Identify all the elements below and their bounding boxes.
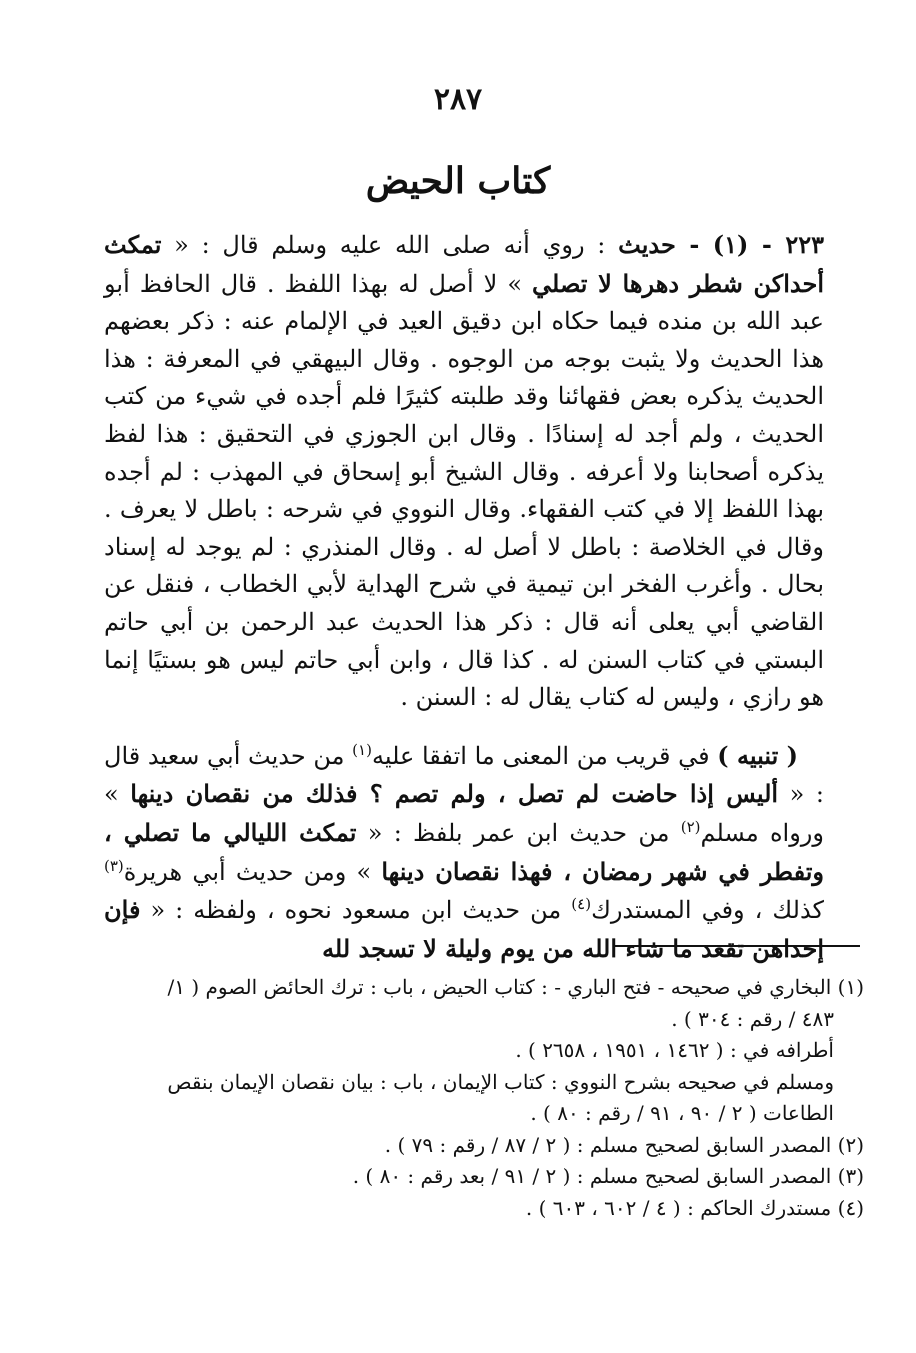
footnote-ref-4[interactable]: (٤) [571, 895, 592, 914]
hadith-quote: تمكث أحداكن شطر دهرها لا تصلي [104, 230, 825, 298]
footnote-1: (١) البخاري في صحيحه - فتح الباري - : كتاب الحيض ، باب : ترك الحائض الصوم ( ١/ [167, 975, 864, 999]
tanbih-text-3: » ورواه مسلم [104, 780, 824, 847]
tanbih-text-1: في قريب من المعنى ما اتفقا عليه [371, 741, 718, 770]
quote-abu-said: أليس إذا حاضت لم تصل ، ولم تصم ؟ فذلك من نقصان دينها [130, 779, 779, 809]
hadith-number: ٢٢٣ - (١) - حديث [618, 230, 824, 259]
footnote-2: (٢) المصدر السابق لصحيح مسلم : ( ٢ / ٨٧ / رقم : ٧٩ ) . [384, 1132, 864, 1157]
footnote-ref-3[interactable]: (٣) [104, 856, 124, 875]
hadith-paragraph [104, 226, 824, 717]
tanbih-text-5: » ومن حديث أبي هريرة [123, 857, 382, 886]
footnote-1-atraf: أطرافه في : ( ١٤٦٢ ، ١٩٥١ ، ٢٦٥٨ ) . [515, 1038, 834, 1062]
quote-ibn-umar: تمكث الليالي ما تصلي ، وتفطر في شهر رمضان ، فهذا نقصان دينها [104, 817, 825, 886]
tanbih-paragraph [104, 737, 824, 969]
footnote-ref-2[interactable]: (٢) [680, 817, 701, 836]
hadith-discussion: » لا أصل له بهذا اللفظ . قال الحافظ أبو عبد الله بن منده فيما حكاه ابن دقيق العيد في الإلمام عنه : ذكر بعضهم هذا الحديث ولا يثبت بوجه من الوجوه . وقال البيهقي في المعرفة : هذا الحديث يذكره بعض فقهائنا وقد طلبته كثيرًا فلم أجده في شيء من كتب الحديث ، ولم أجد له إسنادًا . وقال ابن الجوزي في التحقيق : هذا لفظ يذكره أصحابنا ولا أعرفه . وقال الشيخ أبو إسحاق في المهذب : لم أجده بهذا اللفظ إلا في كتب الفقهاء. وقال النووي في شرحه : باطل لا يعرف . وقال في الخلاصة : باطل لا أصل له . وقال المنذري : لم يوجد له إسناد بحال . وأغرب الفخر ابن تيمية في شرح الهداية لأبي الخطاب ، فنقل عن القاضي أبي يعلى أنه قال : ذكر هذا الحديث عبد الرحمن بن أبي حاتم البستي في كتاب السنن له . كذا قال ، وابن أبي حاتم ليس هو بستيًا إنما هو رازي ، وليس له كتاب يقال له : السنن . [104, 269, 824, 712]
tanbih-text-2: من حديث أبي سعيد قال : « [104, 741, 825, 809]
page-number: ٢٨٧ [433, 82, 483, 117]
footnote-1-muslim: ومسلم في صحيحه بشرح النووي : كتاب الإيمان ، باب : بيان نقصان الإيمان بنقص [167, 1069, 834, 1094]
tanbih-text-6: كذلك ، وفي المستدرك [591, 896, 824, 925]
tanbih-label: ( تنبيه ) [717, 740, 798, 770]
footnote-1-continued: ٤٨٣ / رقم : ٣٠٤ ) . [671, 1006, 834, 1031]
main-text [104, 226, 824, 968]
chapter-title: كتاب الحيض [365, 160, 551, 202]
tanbih-text-4: من حديث ابن عمر بلفظ : « [356, 818, 681, 847]
hadith-intro: : روي أنه صلى الله عليه وسلم قال : « [161, 231, 619, 259]
footnotes [104, 972, 864, 1224]
footnote-divider [614, 945, 860, 947]
footnote-ref-1[interactable]: (١) [352, 740, 372, 759]
tanbih-text-7: من حديث ابن مسعود نحوه ، ولفظه : « [140, 896, 572, 925]
footnote-4: (٤) مستدرك الحاكم : ( ٤ / ٦٠٢ ، ٦٠٣ ) . [525, 1195, 864, 1220]
footnote-1-muslim-continued: الطاعات ( ٢ / ٩٠ ، ٩١ / رقم : ٨٠ ) . [530, 1101, 834, 1125]
footnote-3: (٣) المصدر السابق لصحيح مسلم : ( ٢ / ٩١ / بعد رقم : ٨٠ ) . [352, 1164, 864, 1188]
quote-ibn-masud: فإن إحداهن تقعد ما شاء الله من يوم وليلة لا تسجد لله [104, 895, 824, 963]
